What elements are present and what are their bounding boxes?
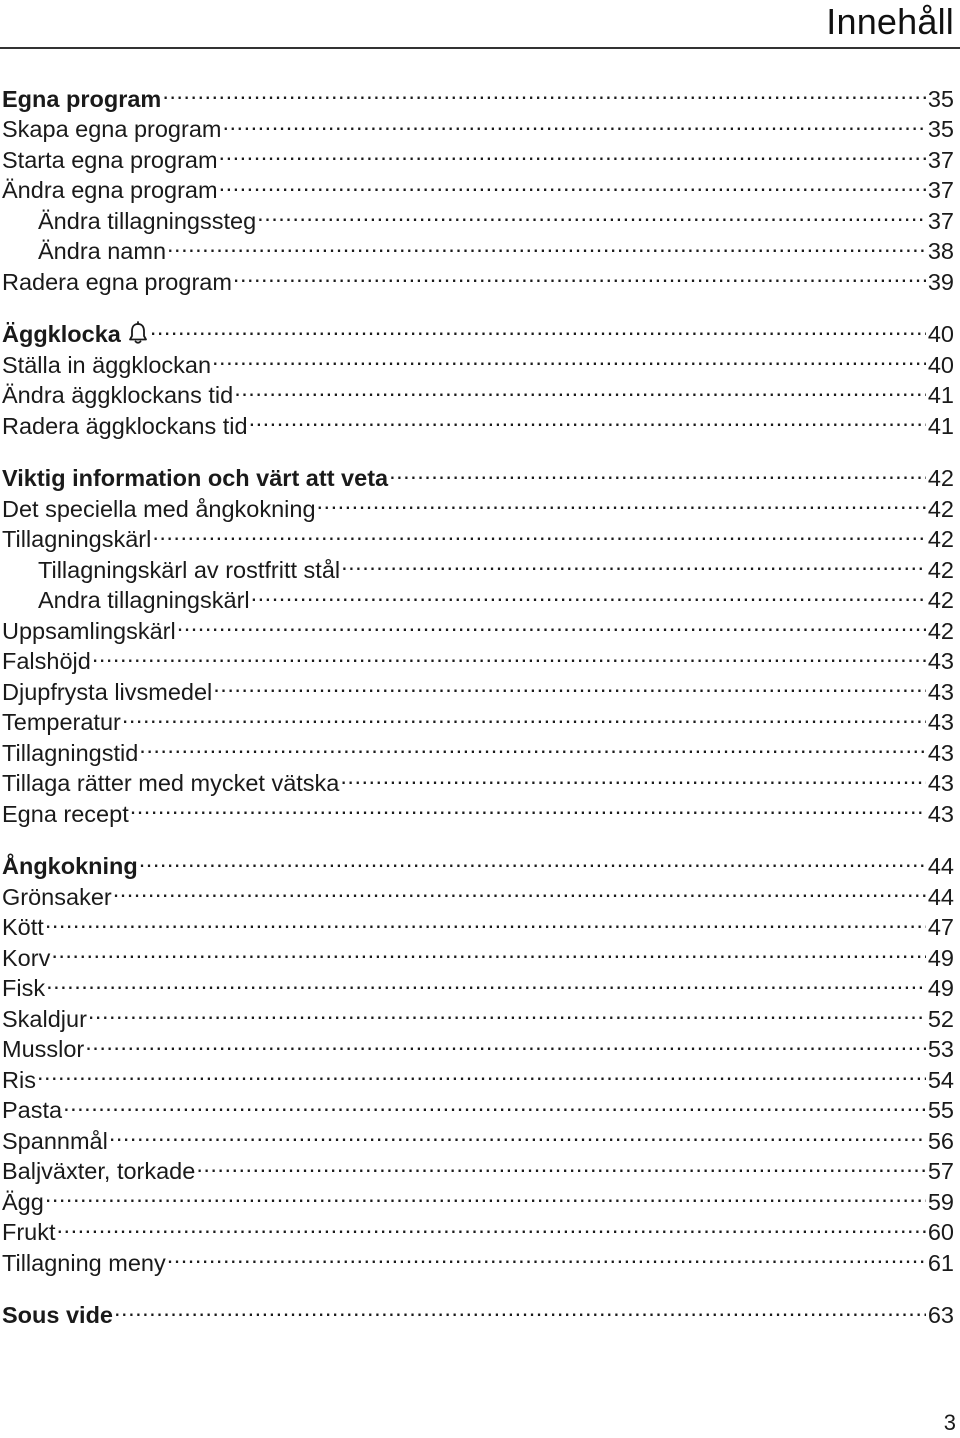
dot-leader: [219, 137, 926, 168]
toc-entry-label: [2, 707, 121, 738]
toc-entry-label-text: Starta egna program: [2, 146, 218, 173]
toc-entry-label-text: Ändra namn: [38, 238, 167, 264]
toc-entry-label: [2, 1187, 44, 1218]
dot-leader: [130, 791, 926, 822]
dot-leader: [212, 342, 926, 373]
toc-section: [2, 844, 954, 1276]
toc-page-number: 40: [927, 321, 954, 347]
toc-page-number: 42: [927, 587, 954, 613]
toc-entry[interactable]: [2, 1057, 954, 1093]
toc-page-number: 56: [927, 1127, 954, 1154]
toc-entry-label: [2, 973, 45, 1004]
toc-page-number: 53: [927, 1036, 954, 1062]
toc-entry[interactable]: [2, 761, 954, 796]
table-of-contents: [2, 76, 954, 1345]
toc-page-number: 39: [927, 268, 954, 295]
toc-entry-label-text: Falshöjd: [2, 648, 91, 674]
toc-heading-entry[interactable]: [2, 844, 954, 879]
dot-leader: [45, 905, 926, 936]
toc-entry-label: [2, 267, 232, 298]
toc-entry[interactable]: [2, 669, 954, 705]
toc-entry[interactable]: [2, 639, 954, 674]
dot-leader: [57, 1210, 926, 1241]
dot-leader: [222, 107, 925, 138]
toc-entry-label-text: Uppsamlingskärl: [2, 617, 176, 644]
toc-page-number: 43: [927, 770, 954, 796]
toc-entry-label-text: Ändra äggklockans tid: [2, 382, 234, 408]
toc-page-number: 43: [927, 739, 954, 766]
toc-entry-label-text: Pasta: [2, 1097, 63, 1123]
dot-leader: [341, 547, 926, 578]
dot-leader: [63, 1088, 926, 1119]
toc-page-number: 61: [927, 1249, 954, 1276]
toc-entry-label-text: Ändra tillagningssteg: [38, 207, 257, 234]
dot-leader: [88, 996, 926, 1027]
toc-section: [2, 312, 954, 439]
toc-entry-label-text: Tillaga rätter med mycket vätska: [2, 770, 340, 796]
toc-entry[interactable]: [2, 791, 954, 827]
toc-page-number: 42: [927, 495, 954, 522]
toc-entry-label-text: Djupfrysta livsmedel: [2, 678, 213, 705]
toc-heading-entry[interactable]: [2, 456, 954, 491]
dot-leader: [122, 700, 926, 731]
toc-page-number: 47: [927, 914, 954, 940]
toc-entry-label-text: Tillagningstid: [2, 739, 139, 766]
toc-entry[interactable]: [2, 966, 954, 1001]
toc-entry-label: [2, 646, 91, 677]
toc-entry-label-text: Egna recept: [2, 800, 129, 827]
toc-entry[interactable]: [2, 1149, 954, 1184]
toc-entry-label-text: Ändra egna program: [2, 177, 218, 203]
toc-page-number: 42: [927, 556, 954, 583]
toc-entry-label: [2, 380, 233, 411]
toc-page-number: 49: [927, 944, 954, 971]
toc-entry-label-text: Äggklocka: [2, 321, 121, 347]
toc-entry-label-text: Radera egna program: [2, 268, 232, 295]
toc-page-number: 55: [927, 1097, 954, 1123]
dot-leader: [219, 168, 926, 199]
toc-entry[interactable]: [2, 1088, 954, 1123]
toc-section: [2, 1293, 954, 1328]
toc-page-number: 43: [927, 709, 954, 735]
toc-entry-label-text: Viktig information och värt att veta: [2, 465, 389, 491]
dot-leader: [139, 844, 926, 875]
toc-page-number: 43: [927, 800, 954, 827]
dot-leader: [162, 76, 926, 107]
toc-entry-label: [2, 1004, 87, 1035]
toc-entry[interactable]: [2, 996, 954, 1032]
toc-entry-label-text: Korv: [2, 944, 51, 971]
toc-page-number: 41: [927, 382, 954, 408]
toc-heading-entry[interactable]: [2, 1293, 954, 1328]
toc-entry[interactable]: [2, 730, 954, 766]
toc-entry-label: [2, 1126, 108, 1157]
toc-page-number: 59: [927, 1188, 954, 1215]
toc-entry-label-text: Musslor: [2, 1036, 85, 1062]
toc-entry-label: [2, 114, 221, 145]
toc-page-number: 49: [927, 975, 954, 1001]
toc-page-number: 42: [927, 465, 954, 491]
dot-leader: [152, 517, 926, 548]
dot-leader: [257, 198, 926, 229]
toc-page-number: 37: [927, 177, 954, 203]
toc-entry-label: [2, 1300, 113, 1331]
header-divider: [0, 47, 960, 49]
dot-leader: [340, 761, 925, 792]
toc-entry-label-text: Baljväxter, torkade: [2, 1158, 196, 1184]
dot-leader: [37, 1057, 926, 1088]
dot-leader: [389, 456, 926, 487]
toc-entry-label: [2, 943, 50, 974]
toc-entry-label-text: Radera äggklockans tid: [2, 412, 248, 439]
toc-entry-label: [2, 175, 218, 206]
toc-page-number: 40: [927, 351, 954, 378]
toc-entry-label-text: Skapa egna program: [2, 116, 222, 142]
toc-entry-label: [2, 799, 129, 830]
toc-entry-label-text: Temperatur: [2, 709, 121, 735]
dot-leader: [213, 669, 926, 700]
dot-leader: [150, 312, 926, 343]
toc-entry-label: [2, 350, 211, 381]
dot-leader: [113, 874, 926, 905]
toc-heading-entry[interactable]: [2, 312, 954, 347]
toc-page-number: 57: [927, 1158, 954, 1184]
toc-section: [2, 76, 954, 295]
toc-entry[interactable]: [2, 1027, 954, 1062]
toc-page-number: 42: [927, 526, 954, 552]
toc-page-number: 38: [927, 238, 954, 264]
toc-section: [2, 456, 954, 827]
toc-entry[interactable]: [2, 1210, 954, 1245]
toc-entry-label: [2, 319, 149, 350]
toc-entry-label: [2, 738, 138, 769]
toc-entry[interactable]: [2, 1118, 954, 1154]
toc-entry-label: [2, 84, 161, 115]
toc-entry-label-text: Ställa in äggklockan: [2, 351, 212, 378]
toc-page-number: 41: [927, 412, 954, 439]
toc-entry-label-text: Spannmål: [2, 1127, 108, 1154]
toc-entry-label: [2, 912, 44, 943]
toc-page-number: 60: [927, 1219, 954, 1245]
toc-page-number: 35: [927, 116, 954, 142]
toc-entry-label-text: Andra tillagningskärl: [38, 587, 250, 613]
toc-page-number: 63: [927, 1302, 954, 1328]
bell-icon: [127, 321, 149, 345]
toc-entry-label-text: Fisk: [2, 975, 46, 1001]
dot-leader: [51, 935, 926, 966]
toc-entry-label: [38, 236, 166, 267]
toc-entry-label-text: Egna program: [2, 85, 162, 112]
dot-leader: [251, 578, 926, 609]
dot-leader: [109, 1118, 926, 1149]
page-title: Innehåll: [826, 1, 954, 42]
toc-entry-label-text: Kött: [2, 914, 44, 940]
dot-leader: [85, 1027, 926, 1058]
toc-page-number: 43: [927, 648, 954, 674]
dot-leader: [114, 1293, 926, 1324]
dot-leader: [167, 1240, 926, 1271]
toc-page-number: 52: [927, 1005, 954, 1032]
toc-entry-label: [2, 1217, 56, 1248]
toc-page-number: 54: [927, 1066, 954, 1093]
toc-entry[interactable]: [2, 1179, 954, 1215]
dot-leader: [139, 730, 926, 761]
toc-entry[interactable]: [2, 935, 954, 971]
toc-entry-label: [2, 145, 218, 176]
toc-entry-label: [2, 1065, 36, 1096]
dot-leader: [177, 608, 926, 639]
dot-leader: [45, 1179, 926, 1210]
dot-leader: [196, 1149, 926, 1180]
toc-entry-label: [2, 1248, 166, 1279]
toc-page-number: 37: [927, 207, 954, 234]
toc-heading-entry[interactable]: [2, 76, 954, 112]
toc-page-number: 43: [927, 678, 954, 705]
toc-entry-label-text: Tillagningskärl: [2, 526, 152, 552]
toc-entry[interactable]: [2, 700, 954, 735]
toc-entry[interactable]: [2, 905, 954, 940]
dot-leader: [233, 259, 926, 290]
toc-entry-label-text: Skaldjur: [2, 1005, 87, 1032]
toc-entry-label-text: Tillagning meny: [2, 1249, 166, 1276]
dot-leader: [317, 486, 926, 517]
dot-leader: [92, 639, 926, 670]
toc-page-number: 42: [927, 617, 954, 644]
toc-entry[interactable]: [2, 874, 954, 910]
toc-entry-label-text: Ris: [2, 1066, 36, 1093]
dot-leader: [249, 403, 926, 434]
dot-leader: [167, 229, 926, 260]
toc-page-number: 37: [927, 146, 954, 173]
toc-entry-label-text: Ägg: [2, 1188, 44, 1215]
toc-entry-label: [2, 411, 248, 442]
dot-leader: [234, 373, 926, 404]
toc-entry-label-text: Tillagningskärl av rostfritt stål: [38, 556, 341, 583]
toc-page-number: 44: [927, 853, 954, 879]
page-number: 3: [943, 1410, 956, 1435]
toc-entry-label-text: Ångkokning: [2, 853, 138, 879]
toc-entry-label-text: Det speciella med ångkokning: [2, 495, 316, 522]
toc-entry-label: [2, 524, 151, 555]
toc-entry-label-text: Sous vide: [2, 1302, 114, 1328]
toc-entry-label-text: Grönsaker: [2, 883, 112, 910]
dot-leader: [46, 966, 926, 997]
toc-entry-label-text: Frukt: [2, 1219, 56, 1245]
toc-page-number: 35: [927, 85, 954, 112]
toc-entry[interactable]: [2, 1240, 954, 1276]
toc-page-number: 44: [927, 883, 954, 910]
toc-entry-label: [2, 1095, 62, 1126]
